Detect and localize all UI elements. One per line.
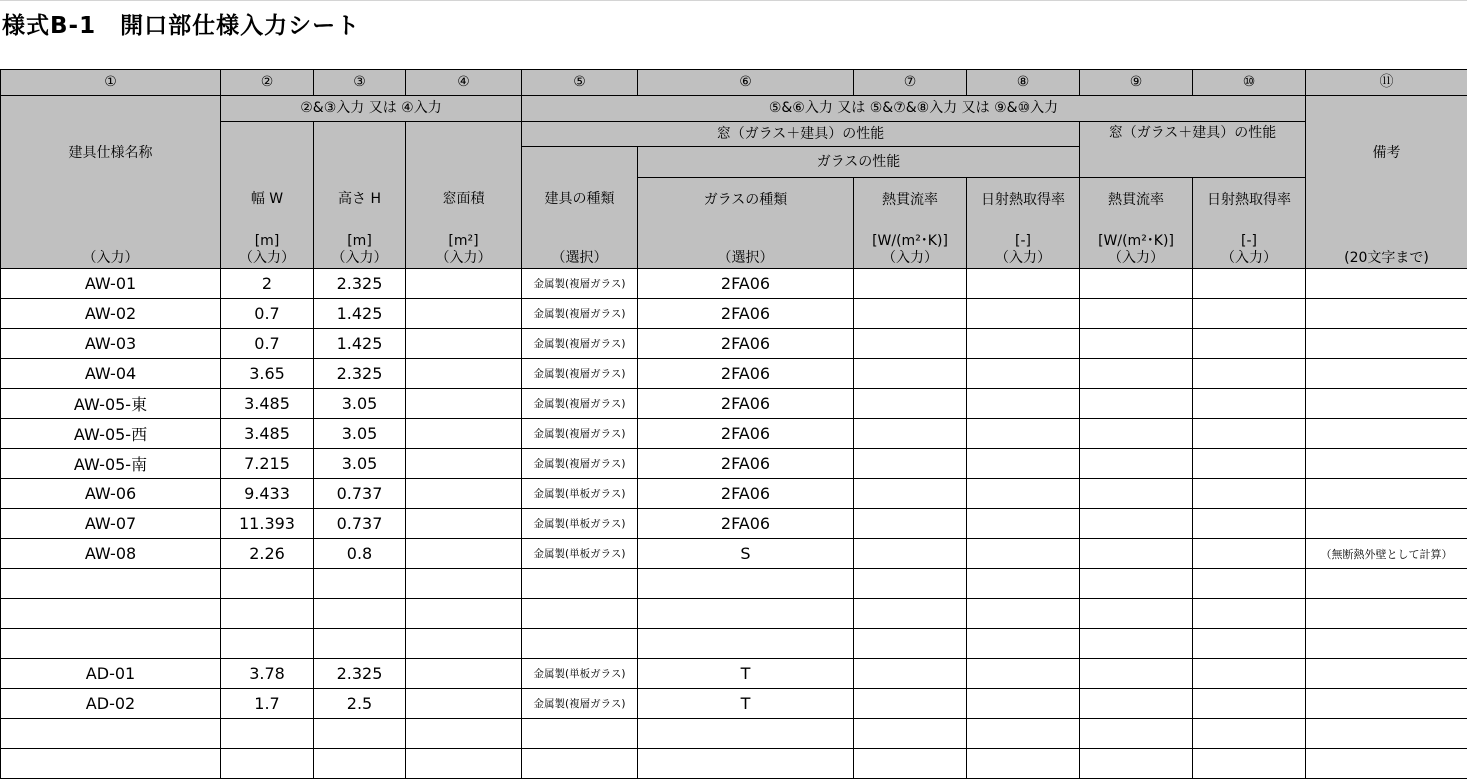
table-row — [1, 689, 1467, 719]
cell-height[interactable]: 3.05 — [314, 419, 406, 449]
col-num-8: ⑧ — [967, 70, 1080, 96]
cell-note[interactable] — [1306, 449, 1467, 479]
cell-glass-type[interactable] — [638, 599, 854, 629]
cell-width[interactable]: 3.485 — [221, 389, 314, 419]
cell-glass-eta[interactable] — [967, 629, 1080, 659]
cell-window-u[interactable] — [1080, 269, 1193, 299]
cell-name[interactable]: AW-05-南 — [1, 449, 221, 479]
group-header-window-performance-a: 窓（ガラス＋建具）の性能 — [522, 122, 1080, 147]
cell-window-u[interactable] — [1080, 389, 1193, 419]
cell-glass-eta[interactable] — [967, 689, 1080, 719]
cell-width[interactable]: 0.7 — [221, 329, 314, 359]
table-row — [1, 389, 1467, 419]
cell-glass-eta[interactable] — [967, 539, 1080, 569]
cell-glass-eta[interactable] — [967, 389, 1080, 419]
cell-name[interactable]: AW-05-西 — [1, 419, 221, 449]
cell-glass-type[interactable]: 2FA06 — [638, 329, 854, 359]
cell-glass-type[interactable]: 2FA06 — [638, 509, 854, 539]
cell-glass-u[interactable] — [854, 449, 967, 479]
cell-frame-type[interactable] — [522, 599, 638, 629]
table-body — [1, 269, 1467, 779]
cell-width[interactable] — [221, 719, 314, 749]
cell-glass-eta[interactable] — [967, 329, 1080, 359]
col-num-9: ⑨ — [1080, 70, 1193, 96]
cell-name[interactable]: AW-04 — [1, 359, 221, 389]
cell-frame-type[interactable]: 金属製(単板ガラス) — [522, 509, 638, 539]
cell-glass-eta[interactable] — [967, 479, 1080, 509]
col-label: 窓面積 — [443, 192, 485, 207]
cell-frame-type[interactable]: 金属製(単板ガラス) — [522, 659, 638, 689]
col-mode: （入力） — [882, 251, 938, 266]
cell-frame-type[interactable]: 金属製(複層ガラス) — [522, 449, 638, 479]
cell-frame-type[interactable] — [522, 629, 638, 659]
cell-area[interactable] — [406, 269, 522, 299]
col-header-name — [1, 96, 221, 269]
sheet-top-border — [0, 0, 1467, 1]
cell-glass-u[interactable] — [854, 749, 967, 779]
cell-window-eta[interactable] — [1193, 419, 1306, 449]
col-num-5: ⑤ — [522, 70, 638, 96]
cell-name[interactable]: AW-02 — [1, 299, 221, 329]
group-header-glass-performance: ガラスの性能 — [638, 147, 1080, 178]
cell-height[interactable]: 0.737 — [314, 479, 406, 509]
cell-name[interactable] — [1, 719, 221, 749]
cell-note[interactable] — [1306, 749, 1467, 779]
col-header-glass-eta — [967, 178, 1080, 269]
cell-window-eta[interactable] — [1193, 389, 1306, 419]
cell-window-u[interactable] — [1080, 419, 1193, 449]
cell-glass-u[interactable] — [854, 689, 967, 719]
cell-window-u[interactable] — [1080, 539, 1193, 569]
cell-glass-type[interactable]: 2FA06 — [638, 419, 854, 449]
cell-name[interactable]: AW-07 — [1, 509, 221, 539]
col-mode: （選択） — [552, 251, 608, 266]
cell-area[interactable] — [406, 719, 522, 749]
cell-window-u[interactable] — [1080, 449, 1193, 479]
cell-window-u[interactable] — [1080, 509, 1193, 539]
col-mode: （入力） — [1221, 251, 1277, 266]
cell-glass-u[interactable] — [854, 719, 967, 749]
cell-area[interactable] — [406, 689, 522, 719]
cell-width[interactable] — [221, 569, 314, 599]
cell-glass-u[interactable] — [854, 539, 967, 569]
cell-glass-type[interactable] — [638, 749, 854, 779]
col-mode: （入力） — [436, 251, 492, 266]
cell-glass-eta[interactable] — [967, 599, 1080, 629]
cell-height[interactable] — [314, 599, 406, 629]
cell-glass-eta[interactable] — [967, 359, 1080, 389]
cell-name[interactable] — [1, 629, 221, 659]
cell-window-eta[interactable] — [1193, 569, 1306, 599]
table-row — [1, 299, 1467, 329]
cell-note[interactable] — [1306, 599, 1467, 629]
cell-glass-eta[interactable] — [967, 659, 1080, 689]
cell-width[interactable]: 2.26 — [221, 539, 314, 569]
col-label: 備考 — [1373, 146, 1401, 161]
table-row — [1, 509, 1467, 539]
group-header-performance: ⑤&⑥入力 又は ⑤&⑦&⑧入力 又は ⑨&⑩入力 — [522, 96, 1306, 122]
cell-glass-u[interactable] — [854, 419, 967, 449]
cell-width[interactable]: 11.393 — [221, 509, 314, 539]
cell-frame-type[interactable]: 金属製(複層ガラス) — [522, 359, 638, 389]
table-row — [1, 659, 1467, 689]
cell-glass-eta[interactable] — [967, 749, 1080, 779]
cell-area[interactable] — [406, 509, 522, 539]
cell-height[interactable]: 3.05 — [314, 449, 406, 479]
cell-window-u[interactable] — [1080, 629, 1193, 659]
cell-glass-type[interactable] — [638, 569, 854, 599]
cell-window-u[interactable] — [1080, 359, 1193, 389]
cell-note[interactable]: （無断熱外壁として計算） — [1306, 539, 1467, 569]
cell-glass-eta[interactable] — [967, 719, 1080, 749]
cell-height[interactable]: 2.325 — [314, 269, 406, 299]
cell-height[interactable]: 0.8 — [314, 539, 406, 569]
cell-window-u[interactable] — [1080, 299, 1193, 329]
cell-window-u[interactable] — [1080, 479, 1193, 509]
cell-glass-eta[interactable] — [967, 569, 1080, 599]
cell-name[interactable] — [1, 599, 221, 629]
cell-width[interactable]: 3.485 — [221, 419, 314, 449]
table-row — [1, 599, 1467, 629]
col-num-7: ⑦ — [854, 70, 967, 96]
cell-note[interactable] — [1306, 329, 1467, 359]
cell-glass-u[interactable] — [854, 389, 967, 419]
col-unit: [W/(m²･K)] — [1098, 234, 1174, 249]
cell-glass-u[interactable] — [854, 659, 967, 689]
cell-note[interactable] — [1306, 269, 1467, 299]
col-header-glass-type — [638, 178, 854, 269]
cell-note[interactable] — [1306, 389, 1467, 419]
col-unit: [m] — [255, 234, 280, 249]
cell-window-eta[interactable] — [1193, 629, 1306, 659]
col-label: 日射熱取得率 — [1207, 193, 1291, 208]
cell-height[interactable]: 2.325 — [314, 659, 406, 689]
cell-height[interactable]: 1.425 — [314, 299, 406, 329]
cell-glass-type[interactable]: 2FA06 — [638, 449, 854, 479]
cell-glass-type[interactable]: 2FA06 — [638, 269, 854, 299]
table-row — [1, 749, 1467, 779]
cell-window-eta[interactable] — [1193, 509, 1306, 539]
cell-window-u[interactable] — [1080, 329, 1193, 359]
cell-note[interactable] — [1306, 479, 1467, 509]
cell-glass-eta[interactable] — [967, 419, 1080, 449]
cell-glass-type[interactable]: 2FA06 — [638, 389, 854, 419]
cell-glass-u[interactable] — [854, 299, 967, 329]
cell-window-u[interactable] — [1080, 689, 1193, 719]
cell-width[interactable] — [221, 749, 314, 779]
col-header-frame-type — [522, 147, 638, 269]
cell-area[interactable] — [406, 629, 522, 659]
col-header-width — [221, 122, 314, 269]
col-label: 建具仕様名称 — [69, 146, 153, 161]
cell-note[interactable] — [1306, 359, 1467, 389]
col-unit: [-] — [1241, 234, 1257, 249]
cell-glass-eta[interactable] — [967, 299, 1080, 329]
cell-area[interactable] — [406, 749, 522, 779]
cell-width[interactable]: 3.65 — [221, 359, 314, 389]
col-mode: （入力） — [1108, 251, 1164, 266]
cell-height[interactable] — [314, 629, 406, 659]
col-label: 熱貫流率 — [1108, 193, 1164, 208]
cell-window-u[interactable] — [1080, 719, 1193, 749]
cell-glass-type[interactable]: T — [638, 689, 854, 719]
cell-note[interactable] — [1306, 419, 1467, 449]
cell-window-eta[interactable] — [1193, 599, 1306, 629]
col-unit: [-] — [1015, 234, 1031, 249]
cell-width[interactable]: 1.7 — [221, 689, 314, 719]
col-header-height — [314, 122, 406, 269]
cell-note[interactable] — [1306, 659, 1467, 689]
cell-height[interactable] — [314, 719, 406, 749]
cell-window-eta[interactable] — [1193, 539, 1306, 569]
col-label: 熱貫流率 — [882, 193, 938, 208]
cell-height[interactable] — [314, 569, 406, 599]
cell-height[interactable]: 2.325 — [314, 359, 406, 389]
cell-glass-type[interactable]: 2FA06 — [638, 299, 854, 329]
cell-window-eta[interactable] — [1193, 449, 1306, 479]
cell-frame-type[interactable] — [522, 719, 638, 749]
col-label: 幅 W — [251, 192, 283, 207]
cell-area[interactable] — [406, 329, 522, 359]
cell-window-eta[interactable] — [1193, 359, 1306, 389]
cell-window-eta[interactable] — [1193, 749, 1306, 779]
cell-glass-type[interactable]: 2FA06 — [638, 359, 854, 389]
cell-glass-eta[interactable] — [967, 509, 1080, 539]
cell-frame-type[interactable]: 金属製(複層ガラス) — [522, 329, 638, 359]
col-num-11: ⑪ — [1306, 70, 1467, 96]
cell-window-u[interactable] — [1080, 599, 1193, 629]
cell-frame-type[interactable]: 金属製(単板ガラス) — [522, 539, 638, 569]
cell-area[interactable] — [406, 479, 522, 509]
table-row — [1, 719, 1467, 749]
cell-frame-type[interactable]: 金属製(複層ガラス) — [522, 299, 638, 329]
cell-width[interactable]: 7.215 — [221, 449, 314, 479]
cell-width[interactable] — [221, 599, 314, 629]
col-header-window-eta — [1193, 178, 1306, 269]
cell-area[interactable] — [406, 299, 522, 329]
col-mode: （選択） — [718, 251, 774, 266]
cell-window-eta[interactable] — [1193, 479, 1306, 509]
table-row — [1, 479, 1467, 509]
table-header — [1, 70, 1467, 269]
cell-glass-u[interactable] — [854, 509, 967, 539]
col-unit: [m²] — [448, 234, 478, 249]
col-label: ガラスの種類 — [704, 193, 788, 208]
cell-width[interactable]: 2 — [221, 269, 314, 299]
col-label: 建具の種類 — [545, 192, 615, 207]
cell-height[interactable]: 0.737 — [314, 509, 406, 539]
cell-window-u[interactable] — [1080, 749, 1193, 779]
cell-glass-type[interactable]: S — [638, 539, 854, 569]
col-unit: [m] — [347, 234, 372, 249]
col-header-glass-u — [854, 178, 967, 269]
cell-note[interactable] — [1306, 569, 1467, 599]
col-header-note — [1306, 96, 1467, 269]
cell-glass-u[interactable] — [854, 599, 967, 629]
col-mode: （入力） — [332, 251, 388, 266]
cell-frame-type[interactable]: 金属製(単板ガラス) — [522, 479, 638, 509]
cell-window-eta[interactable] — [1193, 689, 1306, 719]
table-row — [1, 419, 1467, 449]
cell-area[interactable] — [406, 539, 522, 569]
cell-width[interactable]: 0.7 — [221, 299, 314, 329]
col-header-area — [406, 122, 522, 269]
cell-glass-type[interactable]: T — [638, 659, 854, 689]
cell-window-eta[interactable] — [1193, 659, 1306, 689]
cell-window-eta[interactable] — [1193, 269, 1306, 299]
cell-glass-type[interactable] — [638, 629, 854, 659]
cell-height[interactable]: 3.05 — [314, 389, 406, 419]
col-mode: (20文字まで) — [1344, 251, 1429, 266]
cell-width[interactable] — [221, 629, 314, 659]
group-header-window-performance-b: 窓（ガラス＋建具）の性能 — [1080, 122, 1306, 178]
cell-note[interactable] — [1306, 299, 1467, 329]
col-mode: （入力） — [995, 251, 1051, 266]
col-mode: （入力） — [83, 251, 139, 266]
cell-glass-u[interactable] — [854, 269, 967, 299]
cell-window-eta[interactable] — [1193, 329, 1306, 359]
sheet-title: 様式B-1 開口部仕様入力シート — [2, 7, 360, 40]
cell-glass-u[interactable] — [854, 629, 967, 659]
cell-note[interactable] — [1306, 509, 1467, 539]
cell-name[interactable]: AW-03 — [1, 329, 221, 359]
cell-frame-type[interactable] — [522, 749, 638, 779]
cell-window-eta[interactable] — [1193, 299, 1306, 329]
cell-name[interactable] — [1, 749, 221, 779]
cell-frame-type[interactable]: 金属製(複層ガラス) — [522, 269, 638, 299]
cell-area[interactable] — [406, 359, 522, 389]
cell-name[interactable]: AW-05-東 — [1, 389, 221, 419]
col-num-10: ⑩ — [1193, 70, 1306, 96]
col-label: 高さ H — [338, 192, 381, 207]
cell-glass-eta[interactable] — [967, 269, 1080, 299]
cell-area[interactable] — [406, 419, 522, 449]
table-row — [1, 449, 1467, 479]
col-num-4: ④ — [406, 70, 522, 96]
cell-name[interactable]: AD-02 — [1, 689, 221, 719]
cell-area[interactable] — [406, 449, 522, 479]
cell-glass-u[interactable] — [854, 329, 967, 359]
cell-name[interactable]: AW-06 — [1, 479, 221, 509]
cell-window-eta[interactable] — [1193, 719, 1306, 749]
cell-area[interactable] — [406, 569, 522, 599]
cell-width[interactable]: 9.433 — [221, 479, 314, 509]
cell-name[interactable]: AW-08 — [1, 539, 221, 569]
cell-frame-type[interactable]: 金属製(複層ガラス) — [522, 419, 638, 449]
cell-frame-type[interactable]: 金属製(複層ガラス) — [522, 689, 638, 719]
col-num-3: ③ — [314, 70, 406, 96]
group-header-size: ②&③入力 又は ④入力 — [221, 96, 522, 122]
cell-window-u[interactable] — [1080, 569, 1193, 599]
cell-name[interactable]: AD-01 — [1, 659, 221, 689]
cell-height[interactable]: 2.5 — [314, 689, 406, 719]
cell-glass-eta[interactable] — [967, 449, 1080, 479]
cell-frame-type[interactable]: 金属製(複層ガラス) — [522, 389, 638, 419]
opening-spec-table — [0, 69, 1467, 779]
col-num-1: ① — [1, 70, 221, 96]
cell-note[interactable] — [1306, 629, 1467, 659]
col-mode: （入力） — [239, 251, 295, 266]
cell-glass-type[interactable]: 2FA06 — [638, 479, 854, 509]
table-row — [1, 359, 1467, 389]
col-unit: [W/(m²･K)] — [872, 234, 948, 249]
table-row — [1, 569, 1467, 599]
table-row — [1, 629, 1467, 659]
cell-height[interactable]: 1.425 — [314, 329, 406, 359]
cell-area[interactable] — [406, 599, 522, 629]
cell-area[interactable] — [406, 389, 522, 419]
cell-glass-u[interactable] — [854, 359, 967, 389]
table-row — [1, 269, 1467, 299]
cell-window-u[interactable] — [1080, 659, 1193, 689]
cell-note[interactable] — [1306, 719, 1467, 749]
cell-height[interactable] — [314, 749, 406, 779]
cell-note[interactable] — [1306, 689, 1467, 719]
cell-glass-type[interactable] — [638, 719, 854, 749]
col-label: 日射熱取得率 — [981, 193, 1065, 208]
col-num-2: ② — [221, 70, 314, 96]
table-row — [1, 539, 1467, 569]
cell-glass-u[interactable] — [854, 569, 967, 599]
col-header-window-u — [1080, 178, 1193, 269]
cell-glass-u[interactable] — [854, 479, 967, 509]
cell-frame-type[interactable] — [522, 569, 638, 599]
cell-area[interactable] — [406, 659, 522, 689]
cell-name[interactable] — [1, 569, 221, 599]
cell-name[interactable]: AW-01 — [1, 269, 221, 299]
cell-width[interactable]: 3.78 — [221, 659, 314, 689]
col-num-6: ⑥ — [638, 70, 854, 96]
table-row — [1, 329, 1467, 359]
